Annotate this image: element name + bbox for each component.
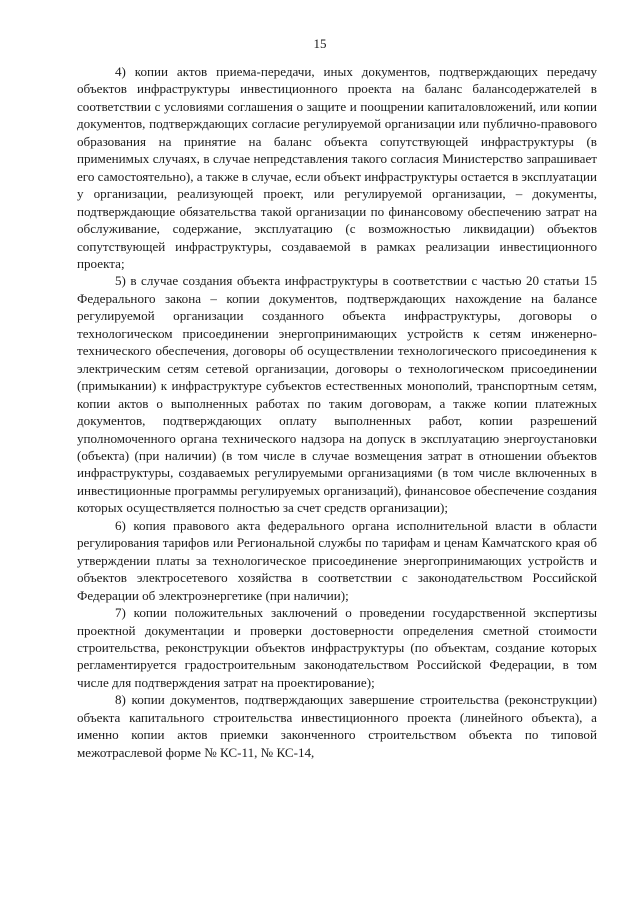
paragraph-item-4: 4) копии актов приема-передачи, иных документов, подтверждающих передачу объектов инфраструктуры инвестиционного проекта на баланс балансодержателей в соответствии с условиями соглашения о защите и поощрении капиталовложений, или копии документов, подтверждающих согласие регулируемой организации или публично-правового образования на принятие на баланс объекта сопутствующей инфраструктуры (в применимых случаях, в случае непредставления такого согласия Министерство запрашивает его самостоятельно), а также в случае, если объект инфраструктуры остается в эксплуатации у организации, реализующей проект, или регулируемой организации, – документы, подтверждающие обязательства такой организации по финансовому обеспечению затрат на обслуживание, содержание, эксплуатацию (с возможностью ликвидации) объектов сопутствующей инфраструктуры, создаваемой в рамках реализации инвестиционного проекта; bbox=[77, 64, 597, 271]
paragraph-item-6: 6) копия правового акта федерального органа исполнительной власти в области регулирования тарифов или Региональной службы по тарифам и ценам Камчатского края об утверждении платы за технологическое присоединение энергопринимающих устройств и объектов электросетевого хозяйства в соответствии с законодательством Российской Федерации об электроэнергетике (при наличии); bbox=[77, 517, 597, 603]
document-body bbox=[77, 63, 597, 761]
paragraph-item-5: 5) в случае создания объекта инфраструктуры в соответствии с частью 20 статьи 15 Федерального закона – копии документов, подтверждающих нахождение на балансе регулируемой организации созданного объекта инфраструктуры, договоры о технологическом присоединении энергопринимающих устройств к сетям инженерно-технического обеспечения, договоры об осуществлении технологического присоединения к электрическим сетям сетевой организации, договоры о технологическом присоединении (примыкании) к инфраструктуре субъектов естественных монополий, транспортным сетям, копии актов о выполненных работах по таким договорам, а также копии платежных документов, подтверждающих оплату выполненных работ, копии разрешений уполномоченного органа технического надзора на допуск в эксплуатацию энергоустановки (объекта) (при наличии) (в том числе в случае возмещения затрат в отношении объектов инфраструктуры, создаваемых регулируемыми организациями (в том числе включенных в инвестиционные программы регулируемых организаций), финансовое обеспечение создания которых осуществляется полностью за счет средств организации); bbox=[77, 273, 597, 516]
paragraph-item-7: 7) копии положительных заключений о проведении государственной экспертизы проектной документации и проверки достоверности определения сметной стоимости строительства, реконструкции объектов инфраструктуры (по объектам, создание которых регламентируется градостроительным законодательством Российской Федерации, в том числе для подтверждения затрат на проектирование); bbox=[77, 605, 597, 690]
page-number: 15 bbox=[313, 36, 327, 51]
paragraph-item-8: 8) копии документов, подтверждающих завершение строительства (реконструкции) объекта капитального строительства инвестиционного проекта (линейного объекта), а именно копии актов приемки законченного строительством объекта по типовой межотраслевой форме № КС-11, № КС-14, bbox=[77, 692, 597, 760]
